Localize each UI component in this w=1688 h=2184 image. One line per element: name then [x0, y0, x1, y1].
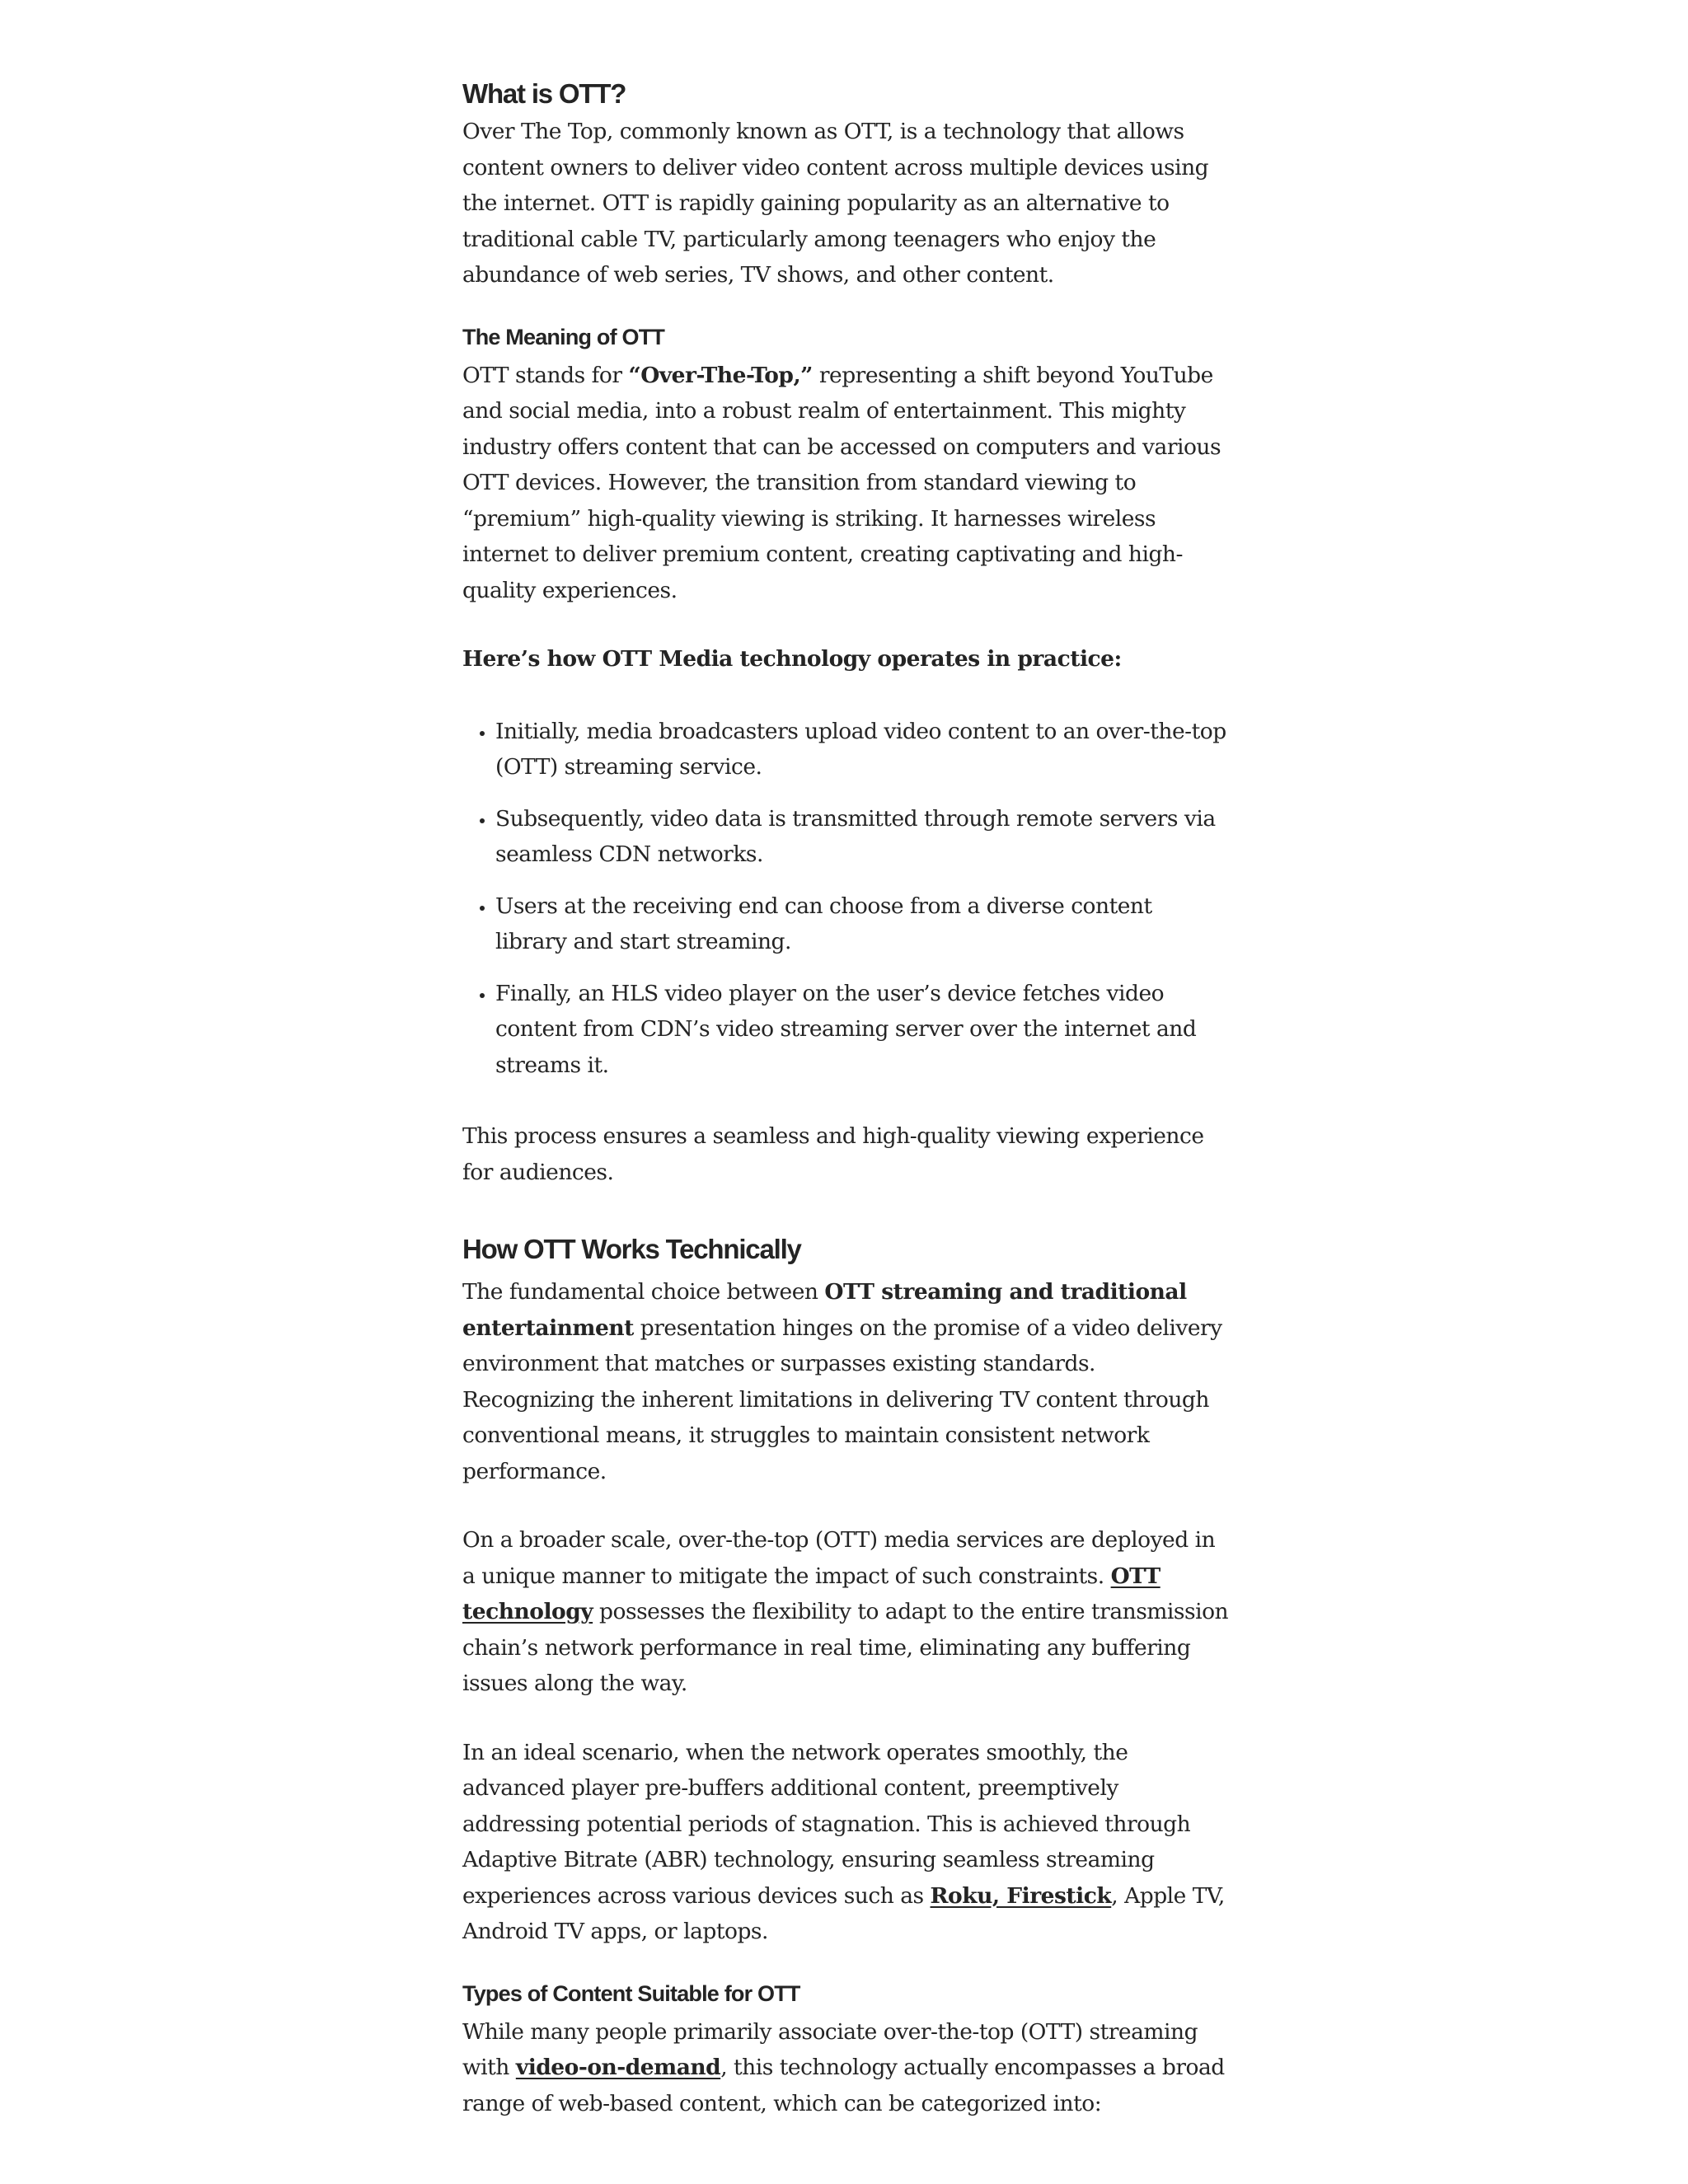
text-segment: representing a shift beyond YouTube and social media, into a robust realm of entertainment. This mighty industry offers content that can be accessed on computers and various OTT devices. However, the transition from standard viewing to “premium” high-quality viewing is striking. It harnesses wireless internet to deliver premium content, creating captivating and high-quality experiences.	[462, 362, 1221, 603]
text-segment: In an ideal scenario, when the network operates smoothly, the advanced player pre-buffers additional content, preemptively addressing potential periods of stagnation. This is achieved through Adaptive Bitrate (ABR) technology, ensuring seamless streaming experiences across various devices such as	[462, 1739, 1191, 1909]
list-item: • Subsequently, video data is transmitted through remote servers via seamless CDN networks.	[495, 801, 1229, 873]
bold-term-over-the-top: “Over-The-Top,”	[628, 362, 813, 388]
process-list	[462, 714, 1229, 1084]
link-roku-firestick[interactable]: Roku, Firestick	[930, 1882, 1112, 1909]
list-item: • Initially, media broadcasters upload video content to an over-the-top (OTT) streaming service.	[495, 714, 1229, 785]
text-segment: , Apple TV, Android TV apps, or laptops.	[462, 1882, 1225, 1944]
heading-how-ott-works: How OTT Works Technically	[462, 1234, 801, 1264]
paragraph-ideal-scenario	[462, 1735, 1229, 1950]
heading-types-of-content: Types of Content Suitable for OTT	[462, 1980, 800, 2006]
list-item: • Finally, an HLS video player on the user’s device fetches video content from CDN’s video streaming server over the internet and streams it.	[495, 976, 1229, 1084]
heading-meaning-of-ott: The Meaning of OTT	[462, 324, 665, 349]
article-body	[462, 74, 1229, 2121]
list-lead-in-bold: Here’s how OTT Media technology operates in practice:	[462, 646, 1122, 672]
paragraph-ott-fundamental-choice	[462, 1274, 1229, 1489]
list-item: • Users at the receiving end can choose from a diverse content library and start streaming.	[495, 888, 1229, 960]
paragraph-meaning-of-ott	[462, 358, 1229, 609]
text-segment: presentation hinges on the promise of a video delivery environment that matches or surpasses existing standards. Recognizing the inherent limitations in delivering TV content through conventional means, it struggles to maintain consistent network performance.	[462, 1315, 1222, 1484]
list-lead-in	[462, 641, 1229, 677]
heading-what-is-ott: What is OTT?	[462, 78, 626, 109]
bold-term-ott-vs-traditional: OTT streaming and traditional entertainment	[462, 1279, 1187, 1341]
paragraph-what-is-ott: Over The Top, commonly known as OTT, is a technology that allows content owners to deliver video content across multiple devices using the internet. OTT is rapidly gaining popularity as an alternative to traditional cable TV, particularly among teenagers who enjoy the abundance of web series, TV shows, and other content.	[462, 119, 1209, 288]
paragraph-types-of-content	[462, 2014, 1229, 2122]
text-segment: OTT stands for	[462, 362, 629, 388]
paragraph-ott-broader-scale	[462, 1522, 1229, 1702]
text-segment: The fundamental choice between	[462, 1279, 825, 1305]
link-video-on-demand[interactable]: video-on-demand	[515, 2055, 721, 2080]
paragraph-process-closing: This process ensures a seamless and high-quality viewing experience for audiences.	[462, 1123, 1204, 1185]
text-segment: , this technology actually encompasses a broad range of web-based content, which can be categorized into:	[462, 2055, 1225, 2116]
text-segment: While many people primarily associate over-the-top (OTT) streaming with	[462, 2018, 1198, 2080]
text-segment: On a broader scale, over-the-top (OTT) media services are deployed in a unique manner to mitigate the impact of such constraints.	[462, 1527, 1216, 1589]
text-segment: possesses the flexibility to adapt to the entire transmission chain’s network performance in real time, eliminating any buffering issues along the way.	[462, 1599, 1229, 1696]
link-ott-technology[interactable]: OTT technology	[462, 1563, 1160, 1624]
